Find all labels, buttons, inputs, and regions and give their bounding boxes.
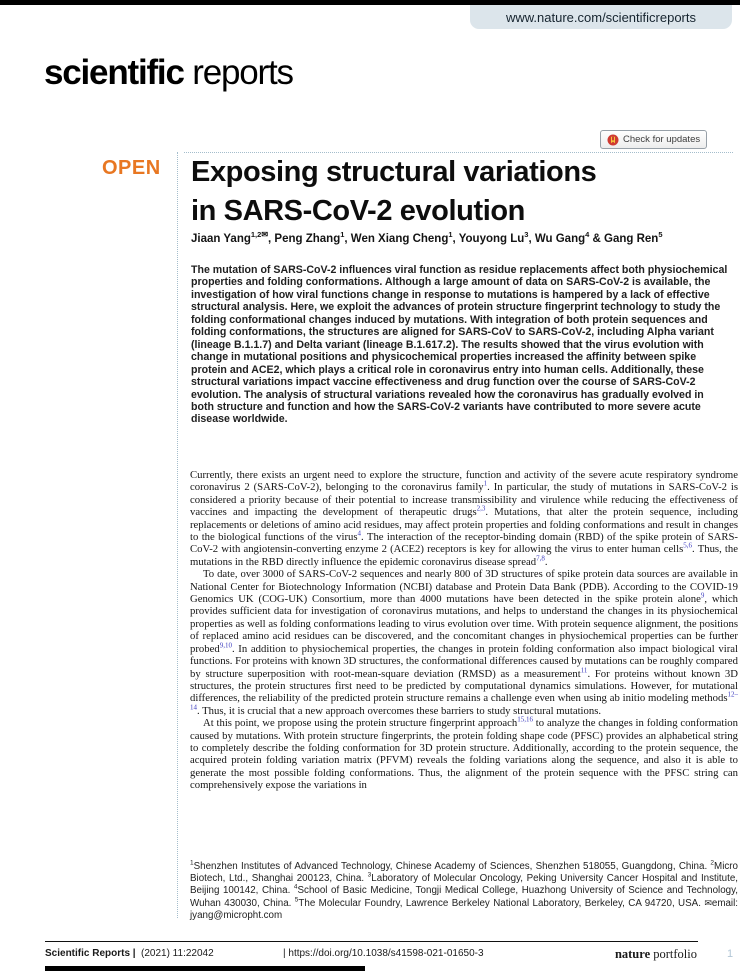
author-name: Wen Xiang Cheng [350,233,449,245]
logo-regular-text: reports [183,53,293,92]
author-name: Wu Gang [534,233,586,245]
crossmark-icon [607,134,619,146]
dotted-divider-vertical [177,152,178,918]
footer-citation: (2021) 11:22042 [141,948,214,959]
footer-brand-bold: nature [614,947,651,961]
superscript-ref: 1 [483,479,488,488]
superscript-ref: 4 [293,883,298,891]
footer-brand [615,947,697,962]
author-name: Youyong Lu [458,233,525,245]
authors-line: Jiaan Yang$^{1,2✉}$, Peng Zhang$^1$, Wen Xiang Cheng$^1$, Youyong Lu$^3$, Wu Gang$^4$ & Gang Ren$^5$ [191,230,663,245]
author-name: Jiaan Yang [191,233,251,245]
author-affiliation-sup: 1 [448,230,453,240]
body-paragraph: At this point, we propose using the protein structure fingerprint approach$^{15,16}$ to analyze the changes in folding conformation caused by mutations. With protein structure fingerprints, the protein folding shape code (PFSC) provides an alphabetical string to completely describe the folding conformation for 3D protein structure. Additionally, according to the protein sequence, the acquired protein folding variation matrix (PFVM) reveals the folding variations along the sequence, and also it is able to generate the most possible folding conformations. Thus, the alignment of the protein sequence with the PFSC string can comprehensively expose the variations in [190,715,738,792]
abstract-text: The mutation of SARS-CoV-2 influences viral function as residue replacements affect both physiochemical properties and folding conformations. Although a large amount of data on SARS-CoV-2 is available, the investigation of how viral functions change in response to mutations is hampered by a lack of effective structural analysis. Here, we exploit the advances of protein structure fingerprint technology to study the folding conformational changes induced by mutations. With integration of both protein sequences and folding conformations, the structures are aligned for SARS-CoV to SARS-CoV-2, including Alpha variant (lineage B.1.1.7) and Delta variant (lineage B.1.617.2). The results showed that the virus evolution with change in mutational positions and physicochemical properties increased the affinity between spike protein and ACE2, which plays a critical role in coronavirus entry into human cells. Additionally, these structural variations impact vaccine effectiveness and drug function over the course of SARS-CoV-2 evolution. The analysis of structural variations revealed how the coronavirus has gradually evolved in both structure and function and how the SARS-CoV-2 variants have contributed to more severe acute disease worldwide. [191,264,728,426]
body-paragraph: Currently, there exists an urgent need to explore the structure, function and activity of the severe acute respiratory syndrome coronavirus 2 (SARS-CoV-2), belonging to the coronavirus family$^1$. In particular, the study of mutations in SARS-CoV-2 is considered a priority because of their potential to increase transmissibility and virulence while reducing the effectiveness of vaccines and impacting the development of therapeutic drugs$^{2,3}$. Mutations, that alter the protein sequence, including replacements or deletions of amino acid residues, may affect protein properties and folding conformations and result in changes to the biological functions of the virus$^4$. The interaction of the receptor-binding domain (RBD) of the spike protein of SARS-CoV-2 with angiotensin-converting enzyme 2 (ACE2) receptors is key for allowing the virus to enter human cells$^{5,6}$. Thus, the mutations in the RBD directly influence the epidemic coronavirus disease spread$^{7,8}$. [190,469,738,568]
superscript-ref: 9,10 [219,641,232,650]
superscript-ref: 5,6 [683,541,693,550]
author-name: Gang Ren [604,233,659,245]
author-affiliation-sup: 5 [658,230,663,240]
author-affiliation-sup: 4 [585,230,590,240]
superscript-ref: 2 [710,859,715,867]
logo-bold-text: scientific [44,53,184,92]
author-affiliation-sup: 1 [340,230,345,240]
author-name: Peng Zhang [274,233,341,245]
superscript-ref: 15,16 [517,715,533,724]
journal-logo [44,53,293,93]
journal-url-text: www.nature.com/scientificreports [505,9,696,25]
envelope-icon: ✉ [261,230,269,240]
affiliations: $^1$Shenzhen Institutes of Advanced Technology, Chinese Academy of Sciences, Shenzhen 518055, Guangdong, China. $^2$Micro Biotech, Ltd., Shanghai 200123, China. $^3$Laboratory of Molecular Oncology, Peking University Cancer Hospital and Institute, Beijing 100142, China. $^4$School of Basic Medicine, Tongji Medical College, Huazhong University of Science and Technology, Wuhan 430030, China. $^5$The Molecular Foundry, Lawrence Berkeley National Laboratory, Berkeley, CA 94720, USA. ✉email: jyang@micropht.com [190,859,739,921]
superscript-ref: 11 [580,665,588,674]
article-title-line-2: in SARS-CoV-2 evolution [191,194,525,227]
author-affiliation-sup: 3 [524,230,529,240]
superscript-ref: 7,8 [536,554,545,563]
check-for-updates-label: Check for updates [623,134,701,145]
superscript-ref: 4 [357,529,362,538]
superscript-ref: 3 [367,871,372,879]
footer-journal-name: Scientific Reports | [45,948,136,959]
article-title-line-1: Exposing structural variations [191,156,597,188]
bottom-edge-bar [45,966,365,971]
superscript-ref: 12–14 [190,690,738,712]
footer-rule [45,941,698,942]
superscript-ref: 2,3 [476,504,486,513]
body-paragraph: To date, over 3000 of SARS-CoV-2 sequences and nearly 800 of 3D structures of spike protein data sources are available in National Center for Biotechnology Information (NCBI) database and Protein Data Bank (PDB). According to the COVID-19 Genomics UK (COG-UK) Consortium, more than 4000 mutations have been detected in the spike protein alone$^9$, which provides sufficient data for investigation of coronavirus mutations, and helps to understand the changes in its physiochemical properties as well as folding conformations leading to virus evolution over time. With protein sequence alignment, the positions of replaced amino acid residues can be discovered, and the concomitant changes in physiochemical properties can be further probed$^{9,10}$. In addition to physiochemical properties, the changes in protein folding conformation also impact biological viral functions. For proteins with known 3D structures, the conformational differences caused by mutations can be roughly compared by structure superposition with root-mean-square deviation (RMSD) as a measurement$^{11}$. For proteins without known 3D structures, the protein structures first need to be predicted by computational dynamics simulations. However, for mutational differences, the reliability of the predicted protein structure remains a challenge even when using ab initio modeling methods$^{12-14}$. Thus, it is crucial that a new approach overcomes these barriers to study structural mutations. [190,568,739,717]
body-text [190,469,738,792]
envelope-icon: ✉ [704,898,712,908]
footer-doi-link[interactable]: | https://doi.org/10.1038/s41598-021-01650-3 [283,948,484,959]
footer-brand-regular: portfolio [650,947,697,961]
author-affiliation-sup: 1,2 [250,230,262,240]
superscript-ref: 5 [294,896,299,904]
superscript-ref: 9 [700,591,705,600]
page-number: 1 [727,948,734,960]
journal-url-badge [470,5,732,29]
superscript-ref: 1 [190,859,194,867]
check-for-updates-button[interactable] [600,130,707,149]
open-access-label: OPEN [102,157,161,179]
article-title [191,153,736,230]
footer [0,948,740,964]
